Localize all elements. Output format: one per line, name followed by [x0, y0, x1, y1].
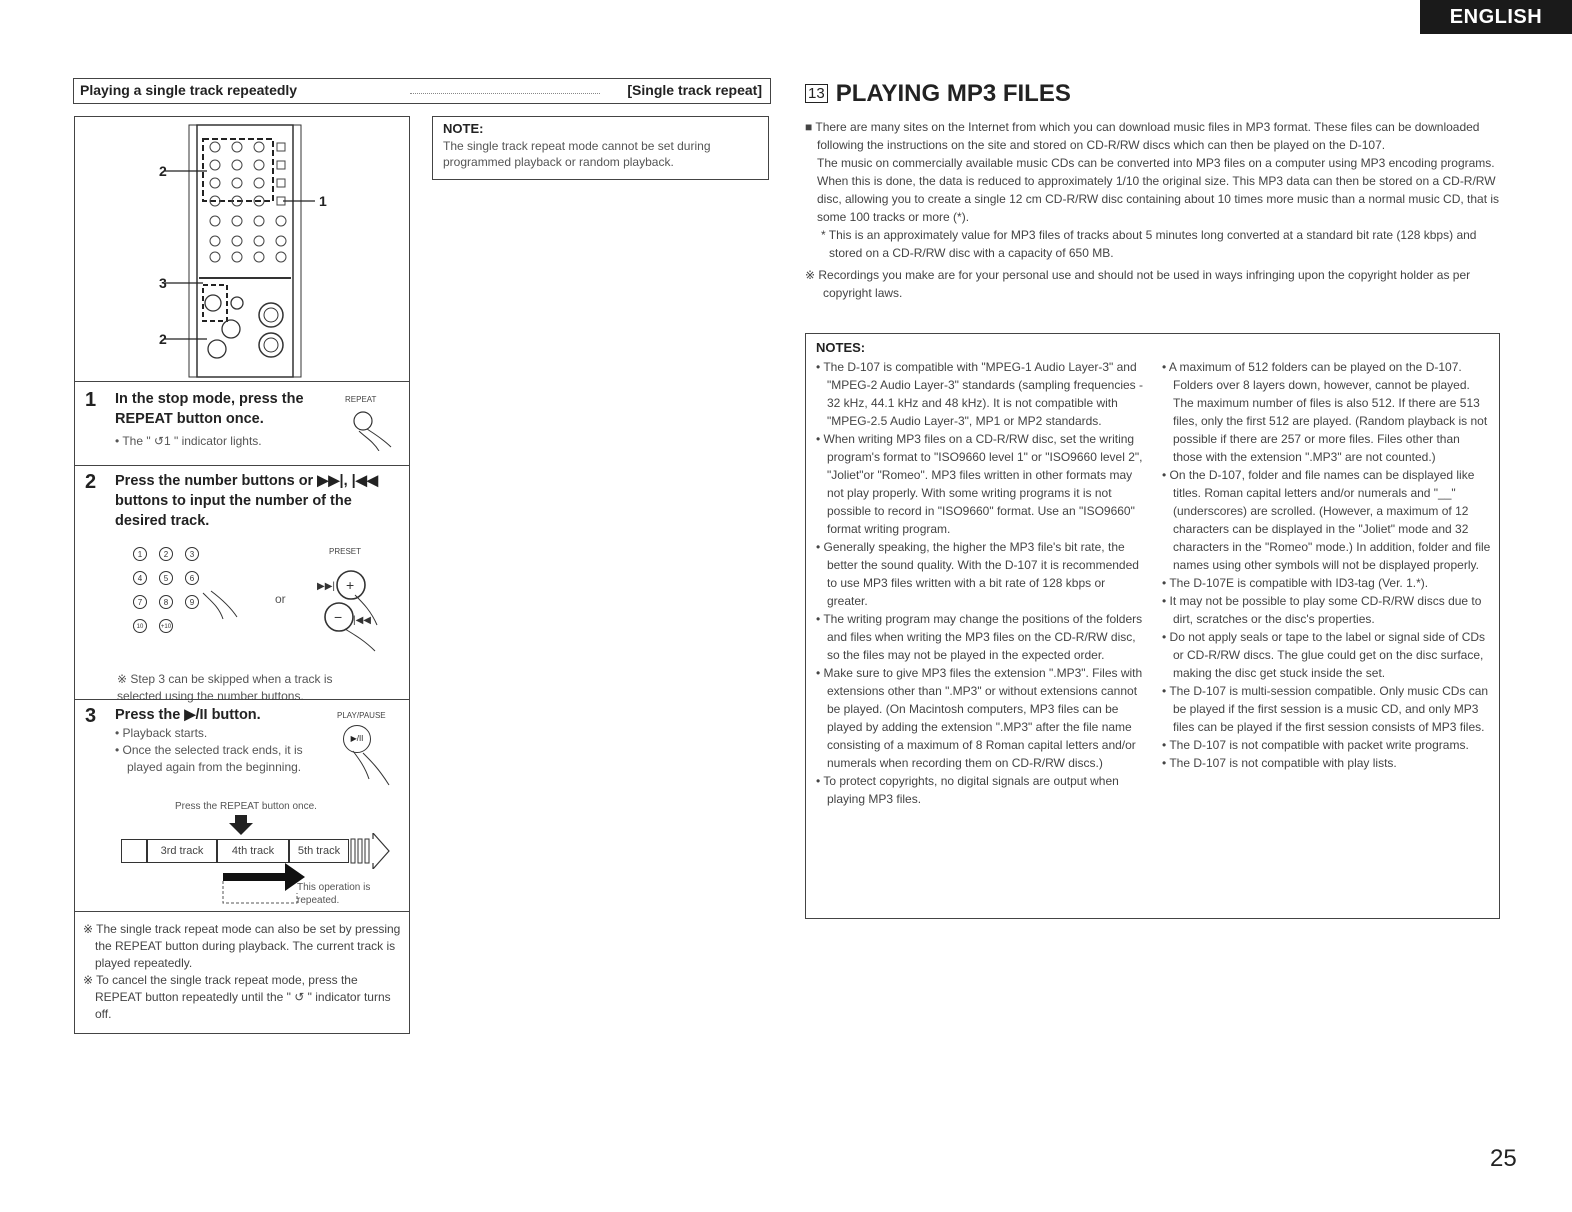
- step-title: Press the ▶/II button.: [115, 707, 261, 723]
- note-item: • The D-107 is multi-session compatible. Only music CDs can be played if the first session is a music CD, and only MP3 files can be played if the first session consists of MP3 files.: [1162, 684, 1489, 734]
- step-number: 2: [85, 471, 97, 493]
- callout-2b: 2: [159, 331, 167, 347]
- section-title-text: PLAYING MP3 FILES: [835, 80, 1071, 107]
- key-8[interactable]: 8: [159, 595, 173, 609]
- divider: [75, 699, 409, 700]
- key-2[interactable]: 2: [159, 547, 173, 561]
- note-item: • The writing program may change the positions of the folders and files when writing the MP3 files on the CD-R/RW disc, so the files may not be played in the expected order.: [816, 612, 1143, 662]
- diagram-caption: Press the REPEAT button once.: [175, 801, 317, 812]
- note-item: • When writing MP3 files on a CD-R/RW disc, set the writing program's format to "ISO9660 level 1" or "ISO9660 level 2", "Joliet"or "Romeo". MP3 files written in other formats may not play properly. With some writing programs it is not possible to record in "ISO9660" format. Use an "ISO9660" format writing program.: [816, 432, 1143, 536]
- button-label: PLAY/PAUSE: [337, 711, 386, 720]
- note-item: • A maximum of 512 folders can be played on the D-107. Folders over 8 layers down, however, cannot be played. The maximum number of files is also 512. If there are 513 files, only the first 512 are played. (Random playback is not possible if there are 257 or more files. Files other than those with the extension ".MP3" are not counted.): [1162, 360, 1488, 464]
- note-item: • The D-107E is compatible with ID3-tag (Ver. 1.*).: [1162, 576, 1429, 590]
- step-number: 3: [85, 705, 97, 727]
- note-item: • On the D-107, folder and file names can be displayed like titles. Roman capital letters and/or numerals and "__" (underscores) are scrolled. (However, a maximum of 12 characters can be displayed in the "Joliet" mode and 32 characters in the "Romeo" mode.) In addition, folder and file names using other symbols will not be displayed properly.: [1162, 468, 1491, 572]
- repeat-note: This operation is repeated.: [297, 882, 371, 906]
- intro-footnote: * This is an approximately value for MP3 files of tracks about 5 minutes long converted at a standard bit rate (128 kbps) and stored on a CD-R/RW disc with a capacity of 650 MB.: [821, 228, 1477, 260]
- section-header-title: Playing a single track repeatedly: [80, 82, 298, 98]
- key-1[interactable]: 1: [133, 547, 147, 561]
- step-bullet: • The " ↺1 " indicator lights.: [115, 434, 262, 448]
- note-item: • The D-107 is not compatible with play lists.: [1162, 756, 1397, 770]
- repeat-arrow-icon: [219, 863, 309, 911]
- step-number: 1: [85, 389, 97, 411]
- note-box: [432, 116, 769, 180]
- notes-left-column: [816, 358, 1146, 808]
- note-item: • The D-107 is not compatible with packet write programs.: [1162, 738, 1469, 752]
- step-title: Press the number buttons or ▶▶|, |◀◀ buttons to input the number of the desired track.: [115, 473, 378, 529]
- note-title: NOTE:: [443, 121, 484, 136]
- step-remark: ※ Step 3 can be skipped when a track is selected using the number buttons.: [117, 672, 333, 703]
- continue-arrow-icon: [349, 833, 399, 869]
- key-7[interactable]: 7: [133, 595, 147, 609]
- track-cell-empty: [121, 839, 147, 863]
- notes-title: NOTES:: [816, 340, 866, 355]
- remote-control-drawing: [75, 117, 409, 381]
- hand-press-icon: [349, 749, 399, 789]
- intro-para: ■ There are many sites on the Internet from which you can download music files in MP3 format. These files can be downloaded following the instructions on the site and stored on CD-R/RW discs which can then be played on the D-107.: [805, 120, 1480, 152]
- or-label: or: [275, 592, 286, 606]
- track-cell: 4th track: [217, 839, 289, 863]
- divider: [75, 381, 409, 382]
- note-item: • Make sure to give MP3 files the extension ".MP3". Files with extensions other than ".MP3" or without extensions cannot be played. (On Macintosh computers, MP3 files can be played by adding the extension ".MP3" after the file name consisting of a maximum of 8 Roman capital letters and/or numerals when recording them on CD-R/RW discs.): [816, 666, 1143, 770]
- note-item: • Generally speaking, the higher the MP3 file's bit rate, the better the sound quality. With the D-107 it is recommended to use MP3 files written with a bit rate of 128 kbps or greater.: [816, 540, 1139, 608]
- note-text: The single track repeat mode cannot be set during programmed playback or random playback.: [443, 139, 711, 169]
- language-tab: ENGLISH: [1420, 0, 1572, 34]
- notes-right-column: [1162, 358, 1492, 772]
- key-10[interactable]: 10: [133, 619, 147, 633]
- callout-1: 1: [319, 193, 327, 209]
- hand-press-icon: [201, 589, 241, 629]
- step-3: [85, 705, 405, 911]
- callout-2a: 2: [159, 163, 167, 179]
- key-9[interactable]: 9: [185, 595, 199, 609]
- section-header-tag: [Single track repeat]: [627, 82, 762, 98]
- intro-para: The music on commercially available music CDs can be converted into MP3 files on a computer using MP3 encoding programs. When this is done, the data is reduced to approximately 1/10 the original size. This MP3 data can then be stored on a CD-R/RW disc, allowing you to create a single 12 cm CD-R/RW disc containing about 10 times more music than a normal music CD, that is some 100 tracks or more (*).: [817, 156, 1500, 224]
- step-title: In the stop mode, press the REPEAT button once.: [115, 391, 304, 427]
- note-item: • Do not apply seals or tape to the label or signal side of CDs or CD-R/RW discs. The glue could get on the disc surface, making the disc get stuck inside the set.: [1162, 630, 1486, 680]
- button-label: PRESET: [329, 547, 362, 556]
- note-item: • It may not be possible to play some CD-R/RW discs due to dirt, scratches or the disc's properties.: [1162, 594, 1482, 626]
- play-pause-icon: ▶/II: [343, 725, 371, 753]
- leader-dots: [410, 93, 600, 94]
- step-bullets: • Playback starts. • Once the selected track ends, it is played again from the beginning.: [115, 726, 303, 774]
- skip-buttons-drawing: [305, 555, 395, 655]
- button-label: REPEAT: [345, 395, 377, 404]
- key-5[interactable]: 5: [159, 571, 173, 585]
- remark-item: ※ To cancel the single track repeat mode, press the REPEAT button repeatedly until the " ↺ " indicator turns off.: [83, 973, 391, 1021]
- hand-press-icon: [345, 407, 395, 451]
- svg-text:▶▶|: ▶▶|: [317, 581, 335, 592]
- track-cell: 3rd track: [147, 839, 217, 863]
- svg-text:−: −: [334, 609, 343, 625]
- track-diagram: [121, 839, 401, 865]
- remark-item: ※ The single track repeat mode can also be set by pressing the REPEAT button during playback. The current track is played repeatedly.: [83, 922, 401, 970]
- left-remarks: [83, 921, 401, 1023]
- mp3-intro: [805, 118, 1500, 302]
- remote-illustration: [75, 117, 409, 381]
- step-2: [85, 471, 405, 703]
- note-item: • To protect copyrights, no digital signals are output when playing MP3 files.: [816, 774, 1119, 806]
- page-number: 25: [1490, 1145, 1517, 1172]
- svg-text:+: +: [346, 577, 355, 593]
- key-3[interactable]: 3: [185, 547, 199, 561]
- intro-remark: ※ Recordings you make are for your personal use and should not be used in ways infringing upon the copyright holder as per copyright laws.: [805, 268, 1471, 300]
- key-plus10[interactable]: +10: [159, 619, 173, 633]
- divider: [75, 465, 409, 466]
- divider: [75, 911, 409, 912]
- notes-box: [805, 333, 1500, 919]
- note-item: • The D-107 is compatible with "MPEG-1 Audio Layer-3" and "MPEG-2 Audio Layer-3" standards (sampling frequencies - 32 kHz, 44.1 kHz and 48 kHz). It is not compatible with "MPEG-2.5 Audio Layer-3", MP1 or MP2 standards.: [816, 360, 1144, 428]
- arrow-down-icon: [229, 815, 253, 837]
- section-number: 13: [805, 84, 828, 103]
- section-header: [73, 78, 771, 104]
- callout-3: 3: [159, 275, 167, 291]
- key-4[interactable]: 4: [133, 571, 147, 585]
- key-6[interactable]: 6: [185, 571, 199, 585]
- instructions-panel: [74, 116, 410, 1034]
- section-title: [805, 80, 1071, 108]
- svg-text:|◀◀: |◀◀: [353, 615, 371, 626]
- track-cell: 5th track: [289, 839, 349, 863]
